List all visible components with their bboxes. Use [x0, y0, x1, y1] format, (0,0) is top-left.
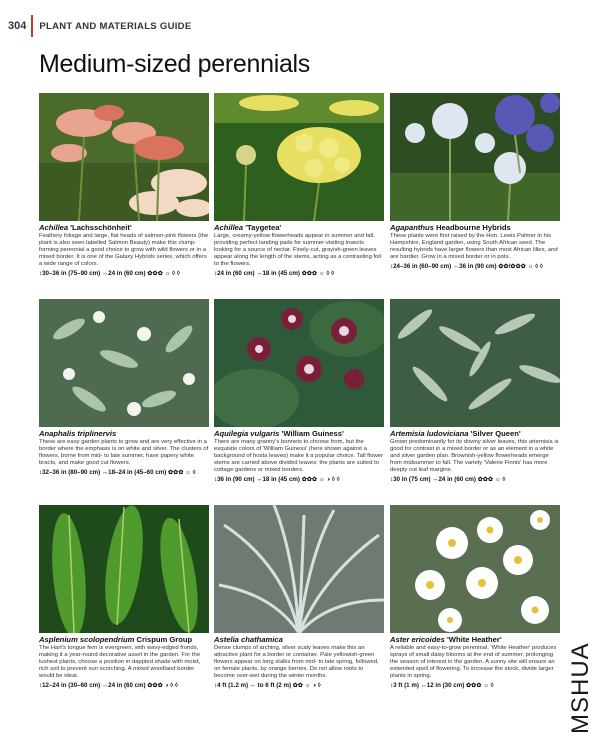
plant-name: Agapanthus Headbourne Hybrids [390, 223, 511, 232]
plant-photo-asplenium-scolopendrium [39, 505, 209, 633]
plant-entry [390, 505, 560, 690]
plant-stats: ↕30 in (75 cm) ↔24 in (60 cm) ✿✿✿ ☼ ◊ [390, 476, 506, 484]
watermark [560, 636, 600, 734]
plant-photo-aster-ericoides [390, 505, 560, 633]
plant-entry [214, 93, 384, 278]
plant-photo-astelia-chathamica [214, 505, 384, 633]
plant-description: Large, creamy-yellow flowerheads appear in summer and fall, providing perfect landing pads for summer-visiting insects looking for a source of nectar. Finely-cut, grayish-green leaves appear along the length of the stems, acting as a contrasting foil to the flowers. [214, 233, 382, 268]
plant-photo-agapanthus [390, 93, 560, 221]
page-title: Medium-sized perennials [39, 50, 311, 78]
plant-stats: ↕32–36 in (80–90 cm) ↔18–24 in (45–60 cm) ✿✿✿ ☼ ◊ [39, 469, 196, 477]
plant-photo-aquilegia-vulgaris [214, 299, 384, 427]
plant-name: Aquilegia vulgaris 'William Guiness' [214, 429, 344, 438]
plant-name: Achillea 'Taygetea' [214, 223, 282, 232]
header-divider [31, 15, 33, 37]
plant-entry [214, 299, 384, 484]
plant-name: Astelia chathamica [214, 635, 283, 644]
plant-description: Grown predominantly for its downy silver leaves, this artemisia is good for contrast in a mixed border or as an element in a white and silver garden plan. Brownish-yellow flowerheads emerge from midsummer to fall. The variety 'Valerie Finnis' has more deeply cut leaf margins. [390, 439, 559, 474]
plant-photo-achillea-taygetea [214, 93, 384, 221]
page-number: 304 [8, 20, 27, 32]
plant-stats: ↕12–24 in (30–60 cm) ↔24 in (60 cm) ✿✿✿ ◑ ◊ ◊ [39, 682, 178, 690]
plant-description: These plants were first raised by the Hon. Lewis Palmer in his Hampshire, England garden, using South African seed. The resulting hybrids have larger flowers than most African lilies, and are hardier. Grow in a mixed border or in pots. [390, 233, 558, 261]
plant-description: These are easy garden plants to grow and are very effective in a border where the emphasis is on white and silver. The clusters of flowers, borne from mid- to late summer, have papery white bracts, and make good cut flowers. [39, 439, 209, 467]
plant-description: There are many granny's bonnets to choose from, but the exquisite colors of 'William Guiness' (here shown against a background of hosta leaves) make it a popular choice. Tall flower stems are carried above divided leaves; the plants are suited to cottage gardens or mixed borders. [214, 439, 383, 474]
plant-entry [39, 93, 209, 278]
plant-photo-anaphalis-triplinervis [39, 299, 209, 427]
plant-entry [390, 93, 560, 271]
plant-stats: ↕24 in (60 cm) ↔18 in (45 cm) ✿✿✿ ☼ ◊ ◊ [214, 270, 335, 278]
plant-stats: ↕36 in (90 cm) ↔18 in (45 cm) ✿✿✿ ☼ ◑ ◊ ◊ [214, 476, 340, 484]
section-label: PLANT AND MATERIALS GUIDE [39, 20, 192, 32]
plant-name: Achillea 'Lachsschönheit' [39, 223, 132, 232]
svg-text:MSHUA: MSHUA [567, 642, 594, 734]
plant-name: Asplenium scolopendrium Crispum Group [39, 635, 193, 644]
plant-description: The Hart's tongue fern is evergreen, with wavy-edged fronds, making it a year-round decorative asset in the garden. For the lushest plants, choose a position in dappled shade with moist, rich soil to prevent sun scorching. A mixed woodland border would be ideal. [39, 645, 201, 680]
plant-description: Dense clumps of arching, silver scaly leaves make this an attractive plant for a border or container. Pale yellowish-green flowers appear on long stalks from mid- to late spring, followed, on female plants, by orange berries. Do not allow roots to become over-wet during the winter months. [214, 645, 379, 680]
plant-description: A reliable and easy-to-grow perennial, 'White Heather' produces sprays of small daisy blooms at the end of summer, prolonging the season of interest in the garden. A sunny site will ensure an extended spell of flowering. To increase the stock, divide larger plants in spring. [390, 645, 557, 680]
plant-name: Anaphalis triplinervis [39, 429, 117, 438]
plant-name: Artemisia ludoviciana 'Silver Queen' [390, 429, 521, 438]
plant-name: Aster ericoides 'White Heather' [390, 635, 502, 644]
plant-description: Feathery foliage and large, flat heads of salmon-pink flowers (the plant is also seen labelled Salmon Beauty) make this clump-forming perennial a good choice to grow with wild flowers or in a mixed border. It is one of the Galaxy Hybrids series, which offers a wide range of colors. [39, 233, 209, 268]
plant-stats: ↕24–36 in (60–90 cm) ↔36 in (90 cm) ✿✿/✿✿✿ ☼ ◊ ◊ [390, 263, 543, 271]
plant-stats: ↕3 ft (1 m) ↔12 in (30 cm) ✿✿✿ ☼ ◊ [390, 682, 494, 690]
running-header [8, 18, 191, 34]
plant-entry [39, 505, 209, 690]
plant-stats: ↕30–36 in (75–90 cm) ↔24 in (60 cm) ✿✿✿ ☼ ◊ ◊ [39, 270, 180, 278]
plant-photo-artemisia-ludoviciana [390, 299, 560, 427]
plant-entry [39, 299, 209, 477]
plant-stats: ↕4 ft (1.2 m) ↔ to 6 ft (2 m) ✿✿ ☼ ◑ ◊ [214, 682, 321, 690]
plant-photo-achillea-lachsschonheit [39, 93, 209, 221]
plant-entry [214, 505, 384, 690]
plant-entry [390, 299, 560, 484]
